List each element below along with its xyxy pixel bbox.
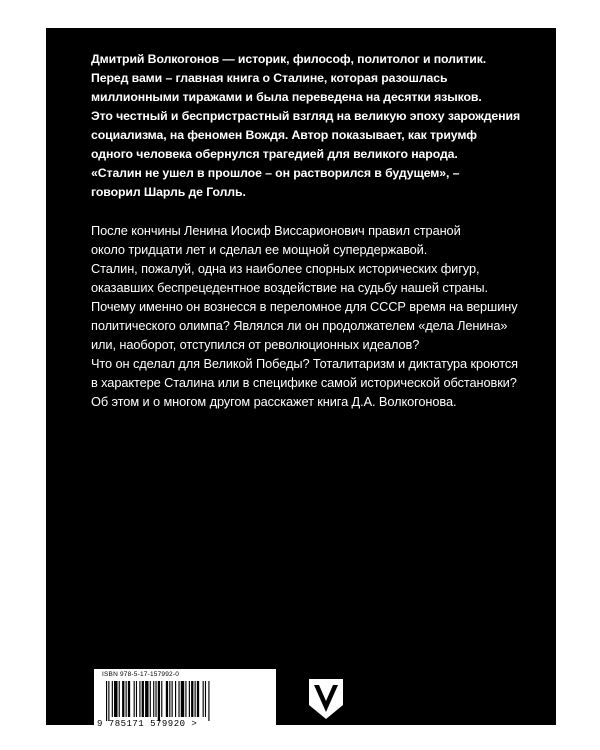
body-line: политического олимпа? Являлся ли он продолжателем «дела Ленина» — [91, 318, 508, 333]
body-line: около тридцати лет и сделал ее мощной супердержавой. — [91, 242, 428, 257]
barcode-digits: 9 785171 579920 > — [97, 719, 198, 729]
lead-line: Дмитрий Волкогонов — историк, философ, политолог и политик. — [91, 52, 487, 66]
lead-line: одного человека обернулся трагедией для великого народа. — [91, 147, 458, 161]
lead-line: Это честный и беспристрастный взгляд на великую эпоху зарождения — [91, 109, 521, 123]
body-line: в характере Сталина или в специфике самой исторической обстановки? — [91, 375, 517, 390]
lead-line: говорил Шарль де Голль. — [91, 185, 246, 199]
barcode-panel — [94, 669, 276, 733]
body-line: или, наоборот, отступился от революционных идеалов? — [91, 337, 420, 352]
body-line: оказавших беспрецедентное воздействие на судьбу нашей страны. — [91, 280, 488, 295]
body-line: Об этом и о многом другом расскажет книга Д.А. Волкогонова. — [91, 394, 457, 409]
publisher-v-logo-icon — [307, 677, 345, 721]
body-line: Что он сделал для Великой Победы? Тоталитаризм и диктатура кроются — [91, 356, 519, 371]
body-line: Сталин, пожалуй, одна из наиболее спорных исторических фигур, — [91, 261, 480, 276]
lead-line: «Сталин не ушел в прошлое – он растворился в будущем», – — [91, 166, 460, 180]
annotation-lead — [91, 50, 521, 202]
lead-line: социализма, на феномен Вождя. Автор показывает, как триумф — [91, 128, 477, 142]
annotation-body — [91, 221, 521, 411]
body-line: Почему именно он вознесся в переломное для СССР время на вершину — [91, 299, 518, 314]
lead-line: миллионными тиражами и была переведена на десятки языков. — [91, 90, 482, 104]
body-line: После кончины Ленина Иосиф Виссарионович правил страной — [91, 223, 461, 238]
barcode-icon — [102, 681, 268, 721]
isbn-label: ISBN 978-5-17-157992-0 — [102, 671, 180, 678]
lead-line: Перед вами – главная книга о Сталине, которая разошлась — [91, 71, 448, 85]
back-cover — [46, 28, 556, 729]
